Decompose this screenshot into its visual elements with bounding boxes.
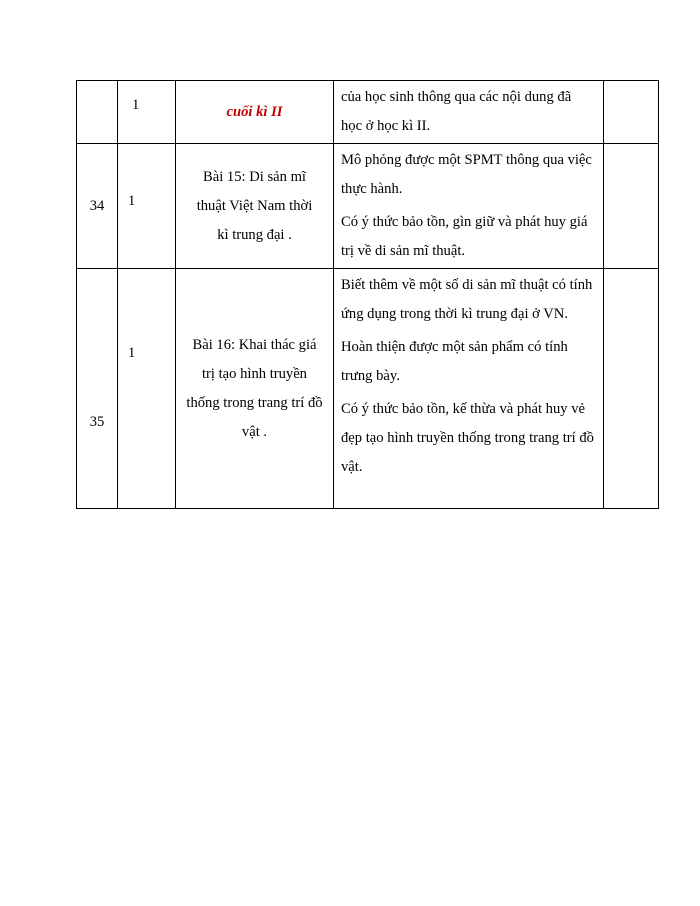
- periods-count: 1: [128, 344, 136, 361]
- requirement-text: Biết thêm về một số di sản mĩ thuật có tính ứng dụng trong thời kì trung đại ở VN.: [341, 277, 593, 322]
- lesson-title: cuối kì II: [226, 103, 283, 120]
- week-cell: [77, 144, 118, 269]
- table-row: [77, 269, 659, 509]
- periods-cell: [118, 81, 176, 144]
- note-cell: [604, 144, 659, 269]
- requirement-text: Hoàn thiện được một sản phẩm có tính trưng bày.: [341, 339, 568, 384]
- week-number: 35: [89, 414, 105, 430]
- requirements-cell: [334, 144, 604, 269]
- requirement-text: Có ý thức bảo tồn, gìn giữ và phát huy giá trị về di sản mĩ thuật.: [341, 214, 588, 259]
- curriculum-table: [76, 80, 659, 509]
- periods-cell: [118, 269, 176, 509]
- periods-count: 1: [128, 192, 136, 209]
- week-number: 34: [89, 197, 105, 214]
- week-cell: [77, 81, 118, 144]
- periods-cell: [118, 144, 176, 269]
- lesson-title: Bài 16: Khai thác giá trị tạo hình truyền thống trong trang trí đồ vật .: [186, 336, 323, 440]
- note-cell: [604, 81, 659, 144]
- requirements-cell: [334, 81, 604, 144]
- requirement-text: Có ý thức bảo tồn, kế thừa và phát huy vẻ đẹp tạo hình truyền thống trong trang trí đồ vật.: [341, 401, 594, 475]
- note-cell: [604, 269, 659, 509]
- requirement-text: Mô phỏng được một SPMT thông qua việc thực hành.: [341, 152, 592, 197]
- requirement-text: của học sinh thông qua các nội dung đã học ở học kì II.: [341, 89, 572, 134]
- lesson-cell: [176, 269, 334, 509]
- lesson-title: Bài 15: Di sản mĩ thuật Việt Nam thời kì trung đại .: [196, 168, 313, 243]
- requirements-cell: [334, 269, 604, 509]
- table-row: [77, 81, 659, 144]
- week-cell: [77, 269, 118, 509]
- table-row: [77, 144, 659, 269]
- lesson-cell: [176, 81, 334, 144]
- periods-count: 1: [132, 97, 140, 113]
- lesson-cell: [176, 144, 334, 269]
